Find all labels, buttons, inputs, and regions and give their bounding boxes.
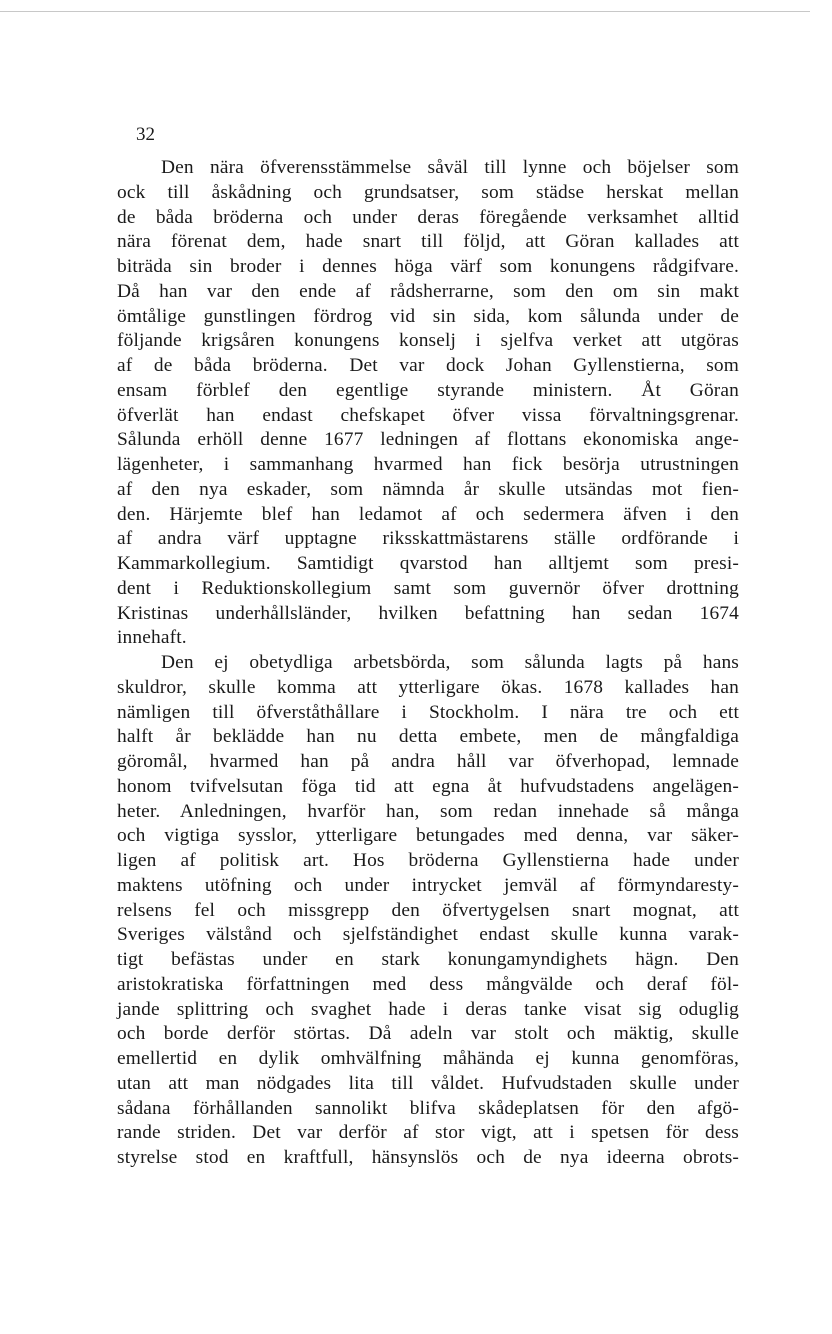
text-line: heter. Anledningen, hvarför han, som redan innehade så många [117,800,739,822]
text-line: lägenheter, i sammanhang hvarmed han fick besörja utrustningen [117,454,739,475]
text-line: ligen af politisk art. Hos bröderna Gyllenstierna hade under [117,850,739,871]
paragraph [117,651,739,1171]
text-line: Den nära öfverensstämmelse såväl till lynne och böjelser som [161,157,739,178]
text-line: nära förenat dem, hade snart till följd, att Göran kallades att [117,231,739,253]
text-line: Kammarkollegium. Samtidigt qvarstod han alltjemt som presi- [117,553,739,574]
text-line: halft år beklädde han nu detta embete, men de mångfaldiga [117,726,739,748]
text-line: dent i Reduktionskollegium samt som guvernör öfver drottning [117,577,739,599]
text-line: ensam förblef den egentlige styrande ministern. Åt Göran [117,379,739,401]
body-text [117,156,739,1171]
text-line: relsens fel och missgrepp den öfvertygelsen snart mognat, att [117,899,739,921]
text-line: jande splittring och svaghet hade i deras tanke visat sig oduglig [117,998,739,1020]
text-line: aristokratiska författningen med dess mångvälde och deraf föl- [117,973,739,995]
text-line: af den nya eskader, som nämnda år skulle utsändas mot fien- [117,478,739,500]
text-line: rande striden. Det var derför af stor vigt, att i spetsen för dess [117,1122,739,1144]
text-line: af andra värf upptagne riksskattmästarens ställe ordförande i [117,528,739,550]
page-number: 32 [136,124,155,145]
text-line: sådana förhållanden sannolikt blifva skådeplatsen för den afgö- [117,1097,739,1119]
text-line: utan att man nödgades lita till våldet. Hufvudstaden skulle under [117,1072,739,1094]
text-line: Då han var den ende af rådsherrarne, som den om sin makt [117,280,739,302]
text-line: innehaft. [117,627,187,649]
text-line: maktens utöfning och under intrycket jemväl af förmyndaresty- [117,874,739,896]
text-line: Den ej obetydliga arbetsbörda, som sålunda lagts på hans [161,652,739,673]
text-line: styrelse stod en kraftfull, hänsynslös och de nya ideerna obrots- [117,1147,739,1168]
text-line: göromål, hvarmed han på andra håll var öfverhopad, lemnade [117,751,739,772]
text-line: tigt befästas under en stark konungamyndighets hägn. Den [117,949,739,970]
text-line: ömtålige gunstlingen fördrog vid sin sida, kom sålunda under de [117,305,739,327]
text-line: och vigtiga sysslor, ytterligare betungades med denna, var säker- [117,825,739,847]
text-line: följande krigsåren konungens konselj i sjelfva verket att utgöras [117,330,739,352]
text-line: de båda bröderna och under deras föregående verksamhet alltid [117,206,739,228]
text-line: Sveriges välstånd och sjelfständighet endast skulle kunna varak- [117,924,739,946]
text-line: Kristinas underhållsländer, hvilken befattning han sedan 1674 [117,602,739,624]
text-line: och borde derför störtas. Då adeln var stolt och mäktig, skulle [117,1023,739,1045]
text-line: Sålunda erhöll denne 1677 ledningen af flottans ekonomiska ange- [117,429,739,451]
text-line: skuldror, skulle komma att ytterligare ökas. 1678 kallades han [117,676,739,698]
text-line: nämligen till öfverståthållare i Stockholm. I nära tre och ett [117,701,739,723]
text-line: den. Härjemte blef han ledamot af och sedermera äfven i den [117,503,739,525]
text-line: biträda sin broder i dennes höga värf som konungens rådgifvare. [117,256,739,277]
top-rule [0,11,810,12]
paragraph [117,156,739,651]
text-line: af de båda bröderna. Det var dock Johan Gyllenstierna, som [117,355,739,376]
text-line: emellertid en dylik omhvälfning måhända ej kunna genomföras, [117,1048,739,1069]
text-line: ock till åskådning och grundsatser, som städse herskat mellan [117,181,739,203]
text-line: öfverlät han endast chefskapet öfver vissa förvaltningsgrenar. [117,404,739,426]
text-line: honom tvifvelsutan föga tid att egna åt hufvudstadens angelägen- [117,775,739,797]
